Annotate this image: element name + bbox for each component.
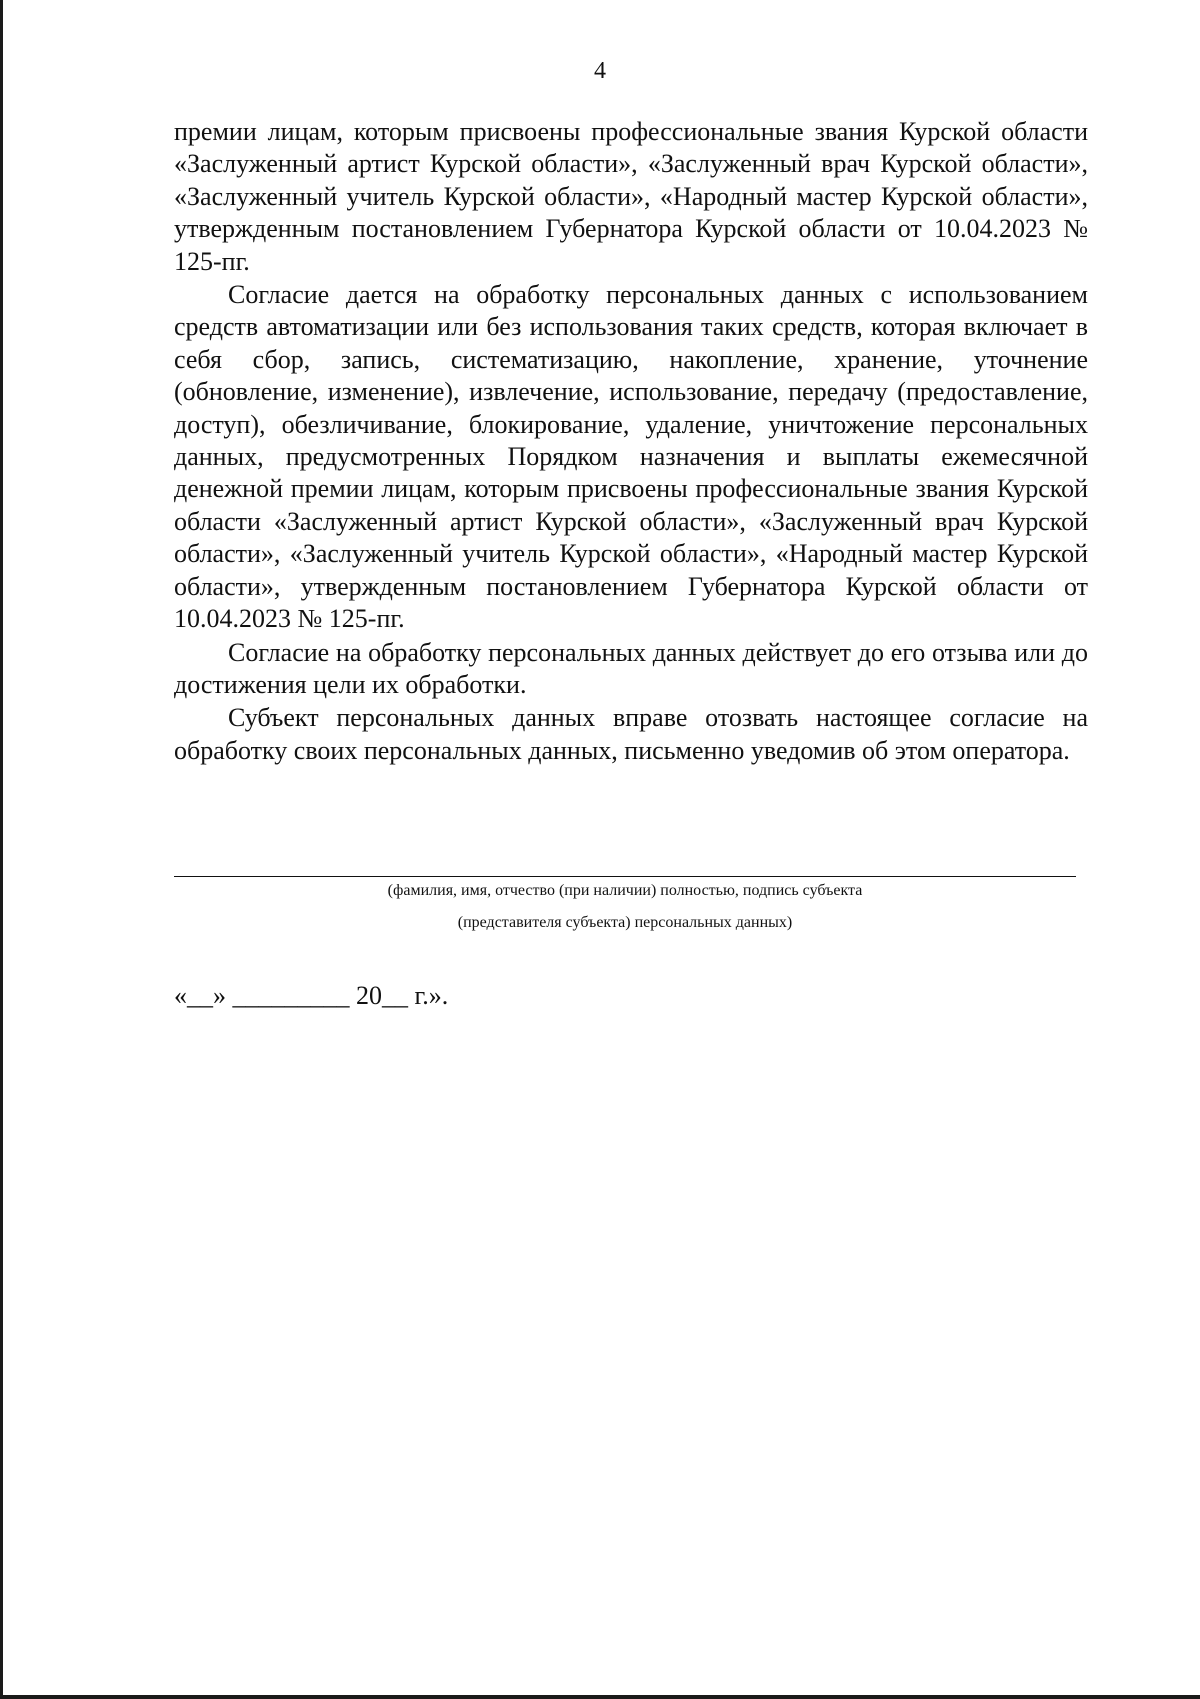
paragraph-consent-validity: Согласие на обработку персональных данных действует до его отзыва или до достижения цели их обработки. bbox=[174, 637, 1088, 699]
signature-caption-line-2: (представителя субъекта) персональных данных) bbox=[457, 914, 793, 931]
paragraph-consent-scope: Согласие дается на обработку персональных данных с использованием средств автоматизации или без использования таких средств, которая включает в себя сбор, запись, систематизацию, накопление, хранение, уточнение (обновление, изменение), извлечение, использование, передачу (предоставление, доступ), обезличивание, блокирование, удаление, уничтожение персональных данных, предусмотренных Порядком назначения и выплаты ежемесячной денежной премии лицам, которым присвоены профессиональные звания Курской области «Заслуженный артист Курской области», «Заслуженный врач Курской области», «Заслуженный учитель Курской области», «Народный мастер Курской области», утвержденным постановлением Губернатора Курской области от 10.04.2023 № 125-пг. bbox=[174, 280, 1088, 634]
signature-caption-line-1: (фамилия, имя, отчество (при наличии) полностью, подпись субъекта bbox=[387, 882, 863, 899]
signature-line bbox=[174, 876, 1076, 877]
paragraph-continuation: премии лицам, которым присвоены профессиональные звания Курской области «Заслуженный артист Курской области», «Заслуженный врач Курской области», «Заслуженный учитель Курской области», «Народный мастер Курской области», утвержденным постановлением Губернатора Курской области от 10.04.2023 № 125-пг. bbox=[174, 117, 1088, 276]
date-line: «__» _________ 20__ г.». bbox=[174, 981, 449, 1010]
scan-edge-left bbox=[0, 0, 3, 1699]
page-number: 4 bbox=[594, 58, 606, 84]
document-body bbox=[174, 116, 1088, 768]
paragraph-consent-withdrawal: Субъект персональных данных вправе отозвать настоящее согласие на обработку своих персональных данных, письменно уведомив об этом оператора. bbox=[174, 703, 1088, 765]
scan-edge-bottom bbox=[0, 1695, 1200, 1699]
